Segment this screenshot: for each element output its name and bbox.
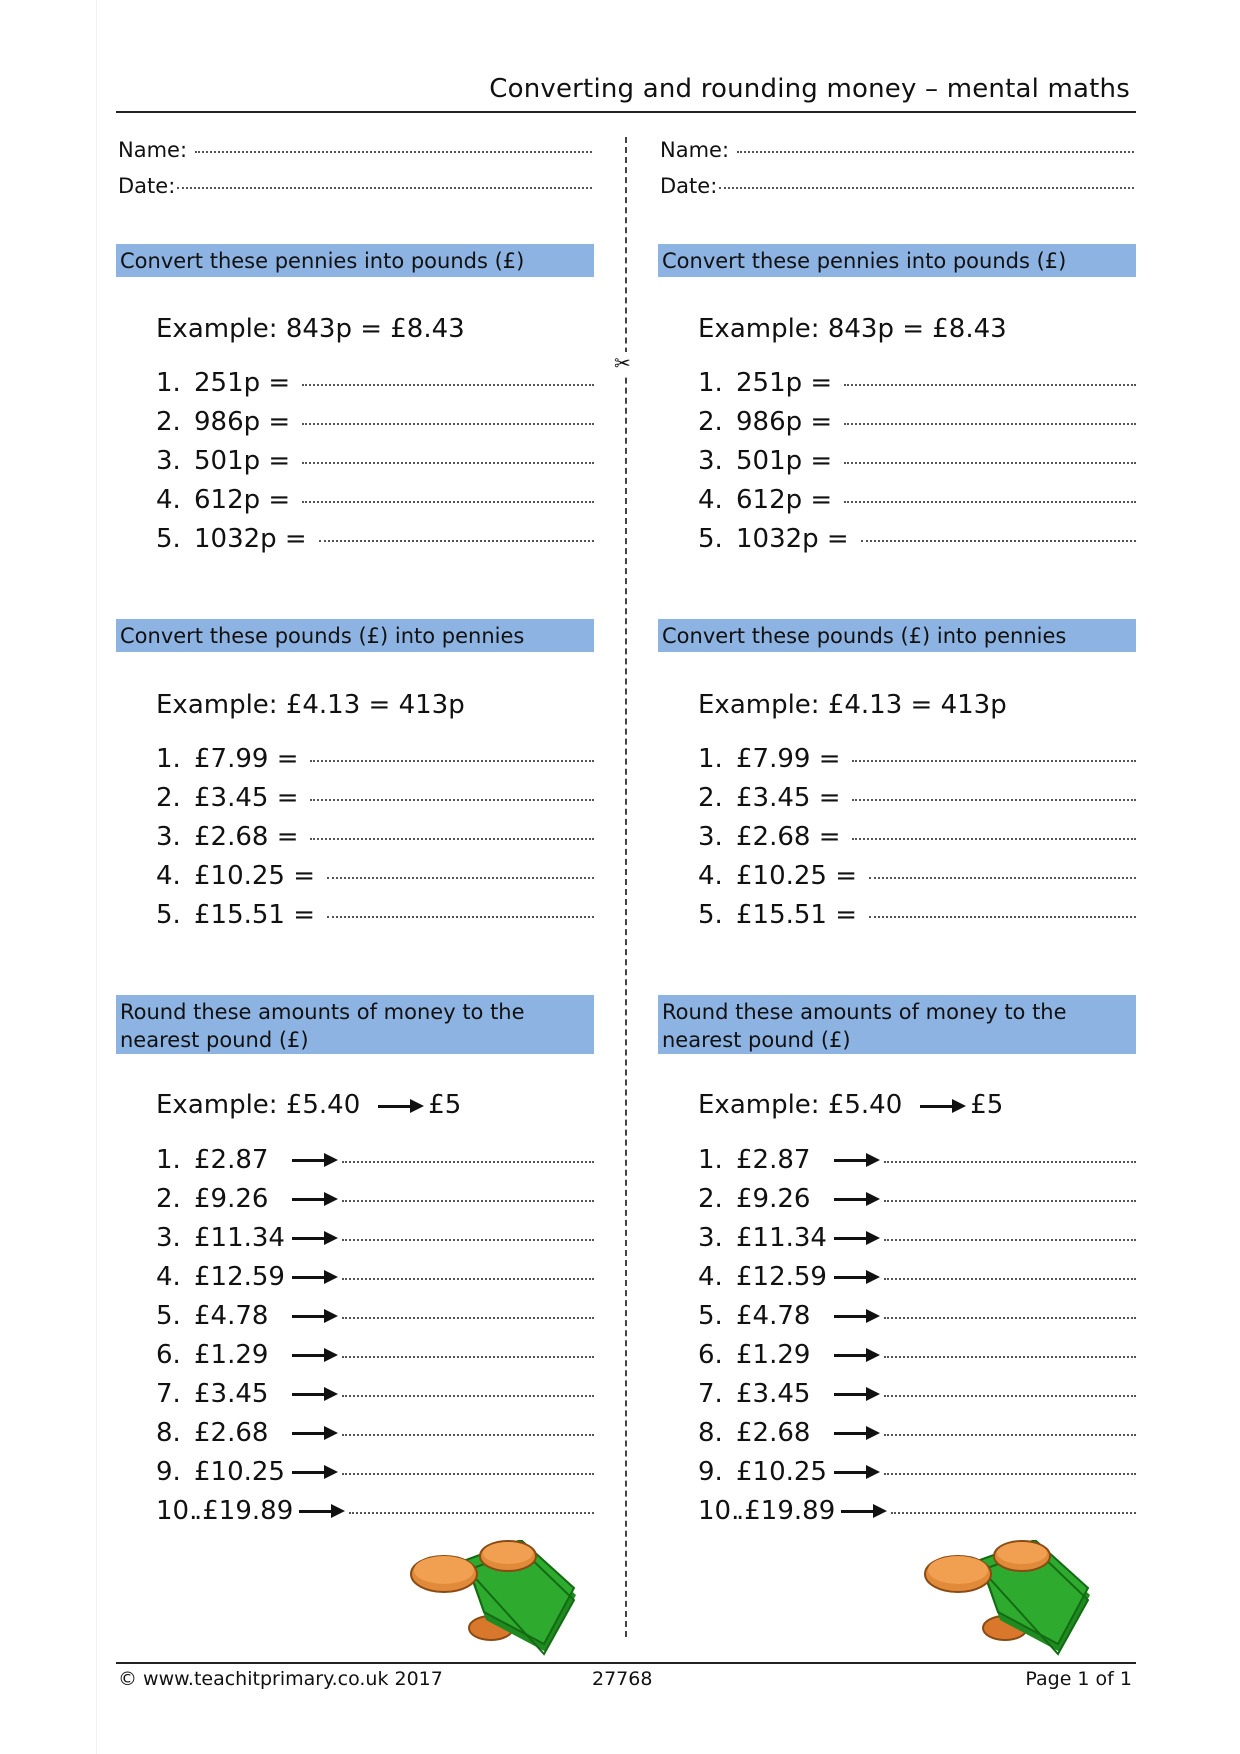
date-answer-line[interactable] <box>719 186 1134 189</box>
question-text: £2.87 <box>736 1145 811 1175</box>
answer-line[interactable] <box>342 1472 594 1475</box>
answer-line[interactable] <box>884 1472 1136 1475</box>
right-arrow-icon <box>834 1230 880 1246</box>
example-rounding-left: Example: £5.40 <box>156 1090 361 1120</box>
question-number: 3. <box>698 1223 723 1253</box>
question-row <box>156 524 594 554</box>
rounding-row <box>698 1418 1136 1448</box>
answer-line[interactable] <box>844 422 1136 425</box>
right-arrow-icon <box>292 1464 338 1480</box>
example-rounding-left: Example: £5.40 <box>698 1090 903 1120</box>
rounding-row <box>698 1457 1136 1487</box>
coins-and-banknotes-icon <box>920 1540 1120 1660</box>
name-label: Name: <box>118 138 188 162</box>
answer-line[interactable] <box>349 1511 594 1514</box>
answer-line[interactable] <box>342 1316 594 1319</box>
answer-line[interactable] <box>844 383 1136 386</box>
question-row <box>156 368 594 398</box>
right-arrow-icon <box>834 1386 880 1402</box>
answer-line[interactable] <box>342 1160 594 1163</box>
rounding-row <box>698 1301 1136 1331</box>
footer-code: 27768 <box>592 1668 653 1690</box>
answer-line[interactable] <box>884 1199 1136 1202</box>
question-text: 612p = <box>736 485 833 515</box>
example-pennies-to-pounds: Example: 843p = £8.43 <box>156 314 465 344</box>
question-number: 2. <box>698 407 723 437</box>
rounding-row <box>698 1223 1136 1253</box>
rounding-row <box>698 1340 1136 1370</box>
question-text: £1.29 <box>194 1340 269 1370</box>
rounding-row <box>156 1145 594 1175</box>
right-arrow-icon <box>834 1347 880 1363</box>
example-rounding <box>698 1090 1003 1120</box>
answer-line[interactable] <box>852 759 1136 762</box>
question-text: £15.51 = <box>194 900 316 930</box>
right-arrow-icon <box>292 1386 338 1402</box>
question-number: 3. <box>156 822 181 852</box>
footer-rule <box>116 1662 1136 1664</box>
question-text: £3.45 <box>194 1379 269 1409</box>
footer-copyright: © www.teachitprimary.co.uk 2017 <box>118 1668 443 1690</box>
header-rule <box>116 111 1136 113</box>
question-text: £2.68 <box>194 1418 269 1448</box>
answer-line[interactable] <box>302 461 594 464</box>
answer-line[interactable] <box>319 539 594 542</box>
answer-line[interactable] <box>884 1433 1136 1436</box>
answer-line[interactable] <box>342 1433 594 1436</box>
question-text: .£19.89 <box>736 1496 836 1526</box>
section-heading-pounds-to-pennies: Convert these pounds (£) into pennies <box>116 619 594 652</box>
section-heading-rounding: Round these amounts of money to the nearest pound (£) <box>658 995 1136 1054</box>
rounding-row <box>698 1145 1136 1175</box>
question-number: 1. <box>156 368 181 398</box>
question-text: £3.45 = <box>736 783 841 813</box>
question-text: £3.45 <box>736 1379 811 1409</box>
question-number: 2. <box>698 783 723 813</box>
right-arrow-icon <box>292 1425 338 1441</box>
answer-line[interactable] <box>891 1511 1136 1514</box>
answer-line[interactable] <box>310 837 594 840</box>
question-text: 251p = <box>736 368 833 398</box>
question-text: 612p = <box>194 485 291 515</box>
question-text: £12.59 <box>194 1262 285 1292</box>
rounding-row <box>698 1262 1136 1292</box>
question-row <box>698 446 1136 476</box>
question-number: 9. <box>156 1457 181 1487</box>
question-text: £15.51 = <box>736 900 858 930</box>
question-text: £10.25 = <box>736 861 858 891</box>
question-number: 2. <box>698 1184 723 1214</box>
date-answer-line[interactable] <box>177 186 592 189</box>
question-number: 4. <box>156 861 181 891</box>
answer-line[interactable] <box>884 1238 1136 1241</box>
question-number: 6. <box>698 1340 723 1370</box>
question-number: 5. <box>698 1301 723 1331</box>
answer-line[interactable] <box>302 422 594 425</box>
rounding-row <box>156 1184 594 1214</box>
answer-line[interactable] <box>310 798 594 801</box>
footer-page-number: Page 1 of 1 <box>1025 1668 1132 1690</box>
date-field[interactable] <box>118 174 592 198</box>
date-field[interactable] <box>660 174 1134 198</box>
rounding-row <box>698 1184 1136 1214</box>
question-text: £10.25 <box>736 1457 827 1487</box>
question-number: 2. <box>156 1184 181 1214</box>
answer-line[interactable] <box>844 461 1136 464</box>
question-text: 251p = <box>194 368 291 398</box>
question-text: .£19.89 <box>194 1496 294 1526</box>
question-number: 7. <box>698 1379 723 1409</box>
question-text: 1032p = <box>194 524 307 554</box>
question-row <box>698 407 1136 437</box>
answer-line[interactable] <box>869 876 1136 879</box>
question-number: 4. <box>156 1262 181 1292</box>
date-label: Date: <box>118 174 176 198</box>
answer-line[interactable] <box>884 1160 1136 1163</box>
right-arrow-icon <box>292 1347 338 1363</box>
answer-line[interactable] <box>342 1199 594 1202</box>
answer-line[interactable] <box>342 1277 594 1280</box>
answer-line[interactable] <box>302 383 594 386</box>
question-number: 10. <box>698 1496 740 1526</box>
rounding-row <box>156 1496 594 1526</box>
right-arrow-icon <box>834 1191 880 1207</box>
section-heading-pennies-to-pounds: Convert these pennies into pounds (£) <box>658 244 1136 277</box>
question-number: 1. <box>156 744 181 774</box>
section-heading-pennies-to-pounds: Convert these pennies into pounds (£) <box>116 244 594 277</box>
right-arrow-icon <box>920 1098 966 1114</box>
question-number: 8. <box>156 1418 181 1448</box>
rounding-row <box>156 1340 594 1370</box>
question-text: £10.25 = <box>194 861 316 891</box>
right-arrow-icon <box>378 1098 424 1114</box>
answer-line[interactable] <box>310 759 594 762</box>
right-arrow-icon <box>292 1269 338 1285</box>
question-row <box>156 900 594 930</box>
page-title: Converting and rounding money – mental maths <box>489 74 1130 104</box>
answer-line[interactable] <box>884 1394 1136 1397</box>
question-number: 3. <box>698 822 723 852</box>
question-number: 6. <box>156 1340 181 1370</box>
name-label: Name: <box>660 138 730 162</box>
question-number: 4. <box>156 485 181 515</box>
question-row <box>698 783 1136 813</box>
answer-line[interactable] <box>327 876 594 879</box>
rounding-row <box>156 1262 594 1292</box>
question-number: 3. <box>156 1223 181 1253</box>
example-pounds-to-pennies: Example: £4.13 = 413p <box>156 690 465 720</box>
name-field[interactable] <box>118 138 592 162</box>
question-text: £9.26 <box>194 1184 269 1214</box>
rounding-row <box>698 1496 1136 1526</box>
answer-line[interactable] <box>342 1394 594 1397</box>
question-row <box>698 368 1136 398</box>
name-field[interactable] <box>660 138 1134 162</box>
question-number: 5. <box>156 524 181 554</box>
question-text: £3.45 = <box>194 783 299 813</box>
question-row <box>156 783 594 813</box>
question-row <box>156 407 594 437</box>
question-text: £1.29 <box>736 1340 811 1370</box>
answer-line[interactable] <box>302 500 594 503</box>
question-text: £2.68 <box>736 1418 811 1448</box>
question-text: £11.34 <box>736 1223 827 1253</box>
date-label: Date: <box>660 174 718 198</box>
question-number: 1. <box>698 1145 723 1175</box>
example-rounding <box>156 1090 461 1120</box>
question-text: 501p = <box>194 446 291 476</box>
question-number: 5. <box>156 900 181 930</box>
question-number: 5. <box>698 524 723 554</box>
question-number: 3. <box>156 446 181 476</box>
question-number: 5. <box>156 1301 181 1331</box>
question-number: 10. <box>156 1496 198 1526</box>
section-heading-rounding: Round these amounts of money to the nearest pound (£) <box>116 995 594 1054</box>
question-row <box>698 900 1136 930</box>
right-arrow-icon <box>292 1152 338 1168</box>
answer-line[interactable] <box>861 539 1136 542</box>
rounding-row <box>156 1223 594 1253</box>
question-text: £4.78 <box>194 1301 269 1331</box>
right-arrow-icon <box>292 1230 338 1246</box>
rounding-row <box>698 1379 1136 1409</box>
right-arrow-icon <box>834 1425 880 1441</box>
question-number: 4. <box>698 861 723 891</box>
question-row <box>698 822 1136 852</box>
example-pounds-to-pennies: Example: £4.13 = 413p <box>698 690 1007 720</box>
question-text: 986p = <box>736 407 833 437</box>
question-number: 4. <box>698 485 723 515</box>
question-text: £2.68 = <box>736 822 841 852</box>
question-row <box>156 446 594 476</box>
question-row <box>156 822 594 852</box>
rounding-row <box>156 1418 594 1448</box>
right-arrow-icon <box>292 1191 338 1207</box>
right-arrow-icon <box>834 1152 880 1168</box>
answer-line[interactable] <box>884 1277 1136 1280</box>
question-number: 1. <box>156 1145 181 1175</box>
question-text: £9.26 <box>736 1184 811 1214</box>
question-text: 1032p = <box>736 524 849 554</box>
answer-line[interactable] <box>844 500 1136 503</box>
right-arrow-icon <box>834 1308 880 1324</box>
section-heading-pounds-to-pennies: Convert these pounds (£) into pennies <box>658 619 1136 652</box>
answer-line[interactable] <box>884 1355 1136 1358</box>
right-arrow-icon <box>841 1503 887 1519</box>
rounding-row <box>156 1457 594 1487</box>
question-row <box>698 861 1136 891</box>
question-text: £4.78 <box>736 1301 811 1331</box>
answer-line[interactable] <box>342 1238 594 1241</box>
question-number: 8. <box>698 1418 723 1448</box>
answer-line[interactable] <box>869 915 1136 918</box>
answer-line[interactable] <box>342 1355 594 1358</box>
scissors-icon: ✂ <box>614 351 631 375</box>
page-edge <box>96 0 97 1754</box>
right-arrow-icon <box>834 1269 880 1285</box>
answer-line[interactable] <box>884 1316 1136 1319</box>
rounding-row <box>156 1379 594 1409</box>
right-arrow-icon <box>292 1308 338 1324</box>
question-text: £2.87 <box>194 1145 269 1175</box>
right-arrow-icon <box>299 1503 345 1519</box>
answer-line[interactable] <box>852 837 1136 840</box>
question-number: 1. <box>698 744 723 774</box>
question-number: 4. <box>698 1262 723 1292</box>
question-text: 986p = <box>194 407 291 437</box>
example-rounding-right: £5 <box>428 1090 462 1120</box>
question-row <box>698 485 1136 515</box>
answer-line[interactable] <box>327 915 594 918</box>
coins-and-banknotes-icon <box>406 1540 606 1660</box>
question-text: £7.99 = <box>194 744 299 774</box>
question-number: 2. <box>156 783 181 813</box>
question-row <box>156 744 594 774</box>
question-row <box>156 485 594 515</box>
example-pennies-to-pounds: Example: 843p = £8.43 <box>698 314 1007 344</box>
example-rounding-right: £5 <box>970 1090 1004 1120</box>
question-row <box>698 744 1136 774</box>
question-text: £10.25 <box>194 1457 285 1487</box>
right-arrow-icon <box>834 1464 880 1480</box>
rounding-row <box>156 1301 594 1331</box>
question-text: 501p = <box>736 446 833 476</box>
question-number: 1. <box>698 368 723 398</box>
question-number: 9. <box>698 1457 723 1487</box>
name-answer-line[interactable] <box>737 150 1134 153</box>
question-text: £2.68 = <box>194 822 299 852</box>
question-text: £7.99 = <box>736 744 841 774</box>
question-number: 2. <box>156 407 181 437</box>
answer-line[interactable] <box>852 798 1136 801</box>
question-row <box>156 861 594 891</box>
question-text: £12.59 <box>736 1262 827 1292</box>
question-number: 3. <box>698 446 723 476</box>
question-text: £11.34 <box>194 1223 285 1253</box>
question-number: 5. <box>698 900 723 930</box>
question-number: 7. <box>156 1379 181 1409</box>
name-answer-line[interactable] <box>195 150 592 153</box>
question-row <box>698 524 1136 554</box>
